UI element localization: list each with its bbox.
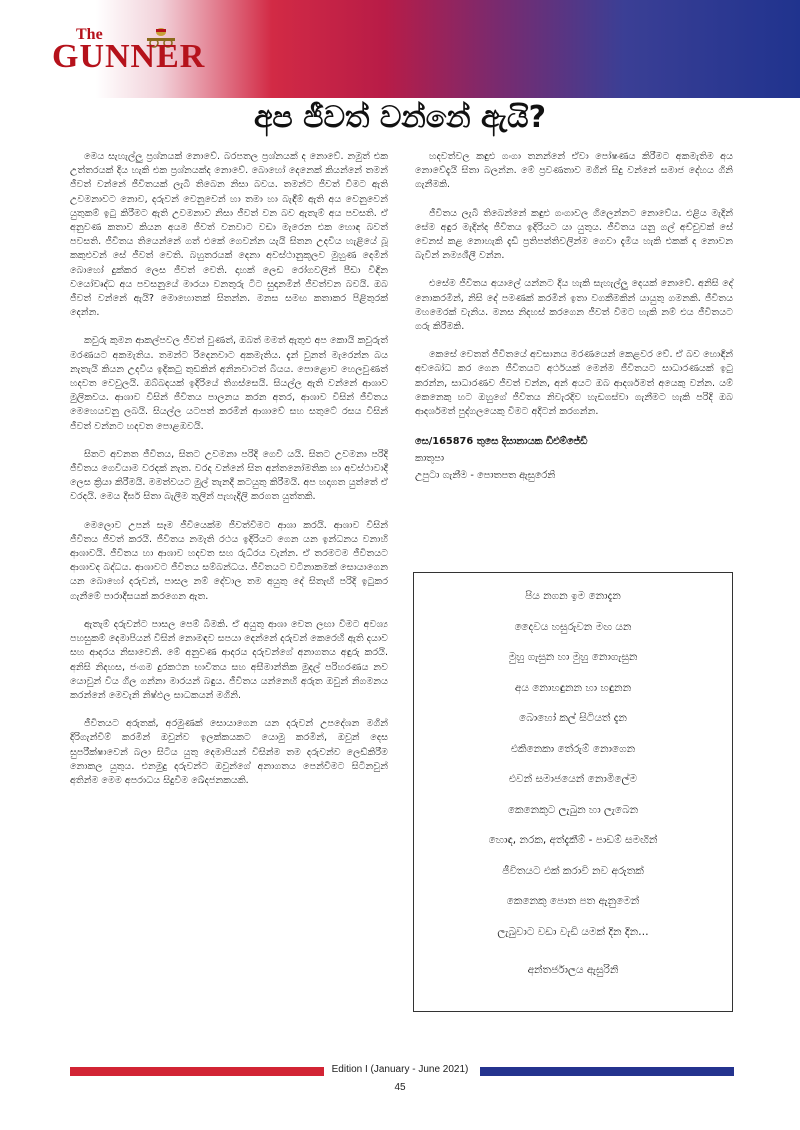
article-paragraph: සිතට අවනත ජීවිතය, සිතට උවමනා පරිදි ගෙවී යයි. සිතට උවමනා පරිදි ජීවිතය ගෙවියාම වරදක් නැත. වරද වන්නේ සිත අන්තනෝමතික හා අවස්ථාවාදී ලෙස ක්‍රියා කිරීමයි. මමත්වයට මුල් තැනදී කටයුතු කිරීමයි. අප හදාගත යුත්තේ ඒ වරදයි. මෙය දීර්ඝ සිතා බැලීම තුලින් පැහැදිලි කරගත යුත්තකි. xyxy=(70,448,388,503)
article-left-column xyxy=(70,150,388,802)
poem-line: කෙනෙකු පොත පත ඇනුමෙන් xyxy=(506,895,640,907)
poem-line: ලැබුවාට වඩා වැඩි යමක් දින දින… xyxy=(497,925,649,938)
article-paragraph: මෙලොව උපන් සෑම ජීවියෙක්ම ජීවත්වීමට ආශා කරයි. ආශාව විසින් ජීවිතය ජීවත් කරයි. ජීවිතය නමැති රථය ඉදිරියට ගෙන යන ඉන්ධනය වනාහි ආශාවයි. ජීවිතය හා ආශාව හදවත සහ රුධිරය වැන්න. ඒ තරමටම ජීවිතයට ආශාවද බද්ධය. ආශාවට ජීවිතය සම්බන්ධය. ජීවිතයට වටිනාකමක් සොයාගෙන යන බොහෝ දරුවන්, පාසල නම් දේවාල තම අයුතු දේ සිතැඟි පරිදි ඉටුකර ගැනීමේ පාරාදීසයක් කරගෙන ඇත. xyxy=(70,519,388,602)
author-rank: කාතුපා xyxy=(415,453,444,465)
poem-line: අය නොහඳුනන හා හඳුනන xyxy=(514,681,632,694)
article-source: උපුටා ගැනීම - පොතපත ඇසුරෙනි xyxy=(415,470,556,482)
article-paragraph: හදවත්වල කඳුළු ගංගා තනන්නේ ඒවා පෝෂණය කිරීමට අකමැතිම අය නොවේදැයි සිතා බලන්න. මේ ප්‍රවණතාව මගින් සිදු වන්නේ සමාජ දේහය ගිනි ගැනීමකි. xyxy=(415,151,733,191)
poem-line: කෙනෙකුට ලැබුන හා ලැබෙන xyxy=(507,803,639,816)
poem-source: අන්තර්ජාලය ඇසුරිනි xyxy=(527,964,619,976)
edition-label: Edition I (January - June 2021) xyxy=(331,1064,469,1075)
logo-gunner-text: GUNNER xyxy=(52,38,206,75)
article-paragraph: එසේම ජීවිතය අයාලේ යන්නට දිය හැකි සැහැල්ලු දෙයක් නොවේ. අනිසි දේ නොකරමින්, නිසි දේ පමණක් කරමින් ඉතා වගකීමකින් යායුතු ගමනකි. ජීවිතය මහමෙරක් වැනිය. මනස නිදහස් කරගෙන ජීවත් වීමට හැකි නම් එය ජීවිතයට ගරු කිරීමකි. xyxy=(415,278,733,333)
poem-line: ජීවිතයට එක් කරාවි නව අරුතක් xyxy=(502,864,644,877)
poem-line: එවන් සමාජයෙන් නොමිලේම xyxy=(508,773,638,785)
poem-line: පිය නගන ඉම නොදැන xyxy=(525,590,621,602)
poem-line: මුහු ගැසුන හා මුහු නොගැසුන xyxy=(508,651,638,663)
page-number: 45 xyxy=(394,1082,406,1093)
article-paragraph: ජීවිතයට අරුතක්, අරමුණක් සොයාගෙන යන දරුවන් උපදේශන මගින් දිරිගැන්වීම් කරමින් ඔවුන්ව ඉලක්කයකට යොමු කරමින්, ඔවුන් දෙස සුපරීක්ෂාවෙන් බලා සිටිය යුතු දෙමාපියන් විසින්ම තම දරුවන්ව ලෙඩ්කිරීම නොකල යුතුය. එනමුදු දරුවන්ට ඔවුන්ගේ අනාගතය පෙන්වීමට සිටිනවුන් අතින්ම මෙම අපරාධය සිදුවීම ඛේදජනකයකි. xyxy=(70,718,388,786)
article-paragraph: කවුරු කුමන ආකල්පවල ජීවත් වුණත්, ඔබත් මමත් ඇතුළු අප කොයි කවුරුත් මරණයට අකමැතිය. තමන්ට රිදෙනවාට අකමැතිය. දැන් වුනත් මැරෙන්න බය නැතැයි කියන උදවිය ඉදිකටු තුඩකින් අනිනවාටත් බියය. පොළොව හෙලවුණත් හදවත වෙවුලයි. ඔබ්බදයක් ඉදිරියේ තිගස්සෙයි. සියල්ල ඇති වන්නේ ආශාව මුලිකවය. ආශාව විසින් ජීවිතය පාලනය කරන අතර, ආශාව විසින් ජීවිතය මෙහෙයවනු ලබයි. සියල්ල යටපත් කරමින් ආශාවේ සහ සතුටේ රසය විසින් ජීවත් වන්නට හදවත පොළඹවයි. xyxy=(70,335,388,432)
author-name: සෙ/165876 තුසෙ දිසානායක ඩීඑම්ජේඩී xyxy=(415,436,588,448)
article-paragraph: ජීවිතය ලැබී තිබෙන්නේ කඳුළු ගංගාවල ගිලෙන්නට නොවේය. එළිය මැදින් සේම අඳුර මැදින්ද ජීවිතය ඉදිරියට යා යුතුය. ජීවිතය යනු ගල් අච්චුවක් සේ වෙනස් කළ නොහැකි දැඩි ප්‍රතිපත්තිවලින්ම ගෙවා දැමිය හැකි එකක් ද නොවන බැවින් නම්‍යශීලී වන්න. xyxy=(415,207,733,262)
poem-line: හොඳ, නරක, අත්දැකීම් - පාඩම් සමඟින් xyxy=(488,834,658,846)
poem-line: බොහෝ කල් සිටියත් දැන xyxy=(519,712,627,724)
author-block xyxy=(415,433,733,484)
article-paragraph: කෙසේ වෙතත් ජීවිතයේ අවසානය මරණයෙන් කෙළවර වේ. ඒ බව හොඳින් අවබෝධ කර ගෙන ජීවිතයට අර්ථයක් මෙන්ම ජීවිතයට සාධාරණයක් ඉටු කරන්න, සාධාරණව ජීවත් වන්න, අන් අයට ඔබ ආදර්ශමත් අයෙකු වන්න. යම් කෙනෙකු හට ඔහුගේ ජීවිතය නිවැරදිව හැඩගස්වා ගැනීමට හැකි පරිදි ඔබ ආදර්ශමත් පුද්ගලයෙකු වීමට අදිටන් කරගන්න. xyxy=(415,349,733,418)
poem-box xyxy=(413,572,733,1012)
article-right-column xyxy=(415,150,733,484)
article-paragraph: ඇතැම් දරුවන්ට පාසල පෙම් බිමකි. ඒ අයුතු ආශා වෙත ලඟා වීමට අවශ්‍ය පහසුකම් දෙමාපියන් විසින් නොමඳව සපයා දෙන්නේ දරුවන් කෙරෙහි ඇති දයාව සහ ආදරය නිසාවෙනි. මේ අනුවණ ආදරය දරුවන්ගේ අනාගතය අඳුරු කරයි. අනිසි නිදහස, ජංගම දුරකථන භාවිතය සහ අසීමාන්තික මුදල් පරිහරණය නව යොවුන් විය ගිල ගන්නා මාරයන් බඳුය. ජීවිතය යන්නෙහි අරුත ඔවුන් නිගමනය කරන්නේ මෙවැනි නිෂ්ඵල සාධකයන් මගිනි. xyxy=(70,618,388,701)
article-title: අප ජීවත් වන්නේ ඇයි? xyxy=(253,100,547,135)
poem-line: එකිනෙකා තේරුම් නොගෙන xyxy=(510,742,636,755)
the-gunner-logo xyxy=(52,22,206,84)
logo-the-text: The xyxy=(76,26,103,43)
article-paragraph: මෙය සැහැල්ලු ප්‍රශ්නයක් නොවේ. බරපතල ප්‍රශ්නයක් ද නොවේ. නමුත් එක උත්තරයක් දිය හැකි එක ප්‍රශ්නයක්ද නොවේ. බොහෝ දෙනෙක් කියන්නේ තමන් ජීවත් වන්නේ ජීවිතයක් ලැබී තිබෙන නිසා බවය. තමන්ට ජීවත් වීමට ඇති උවමනාවට නොව, දරුවන් වෙනුවෙන් හා තමා හා බැඳීම් ඇති අය වෙනුවෙන් යුතුකම් ඉටු කිරීමට ඇති උවමනාව නිසා ජීවත් වන බව ඇතැම් අය පවසති. ඒ අනුවණ කතාව කියන අයම ජීවත් වනවාට වඩා මැරෙන එක හොඳ බවත් පවසති. ජීවිතය තියෙන්නේ ගත් එකේ ගෙවන්න යැයි සිතන උදවිය හැළියේ බූ කකුළුවන් සේ ජීවත් වෙති. බහුතරයක් දෙනා අවස්ථානුකූලව මුහුණ දෙමින් බොහෝ දුක්කර ලෙස ජීවත් වෙති. දාහක් ලෙඩ රෝගවලින් පීඩා විඳින වයෝවෘද්ධ අය පවසනුයේ මාරයා වනතුරු ටිට සුදානමින් ජීවත්වන බවයි. ඔබ ජීවත් වන්නේ ඇයි? මොහොතක් සිතන්න. මනස සමඟ කතාකර පිළිතුරක් දෙන්න. xyxy=(70,151,388,319)
poem-line: දෛවය හසුරුවන මඟ යන xyxy=(514,620,632,633)
